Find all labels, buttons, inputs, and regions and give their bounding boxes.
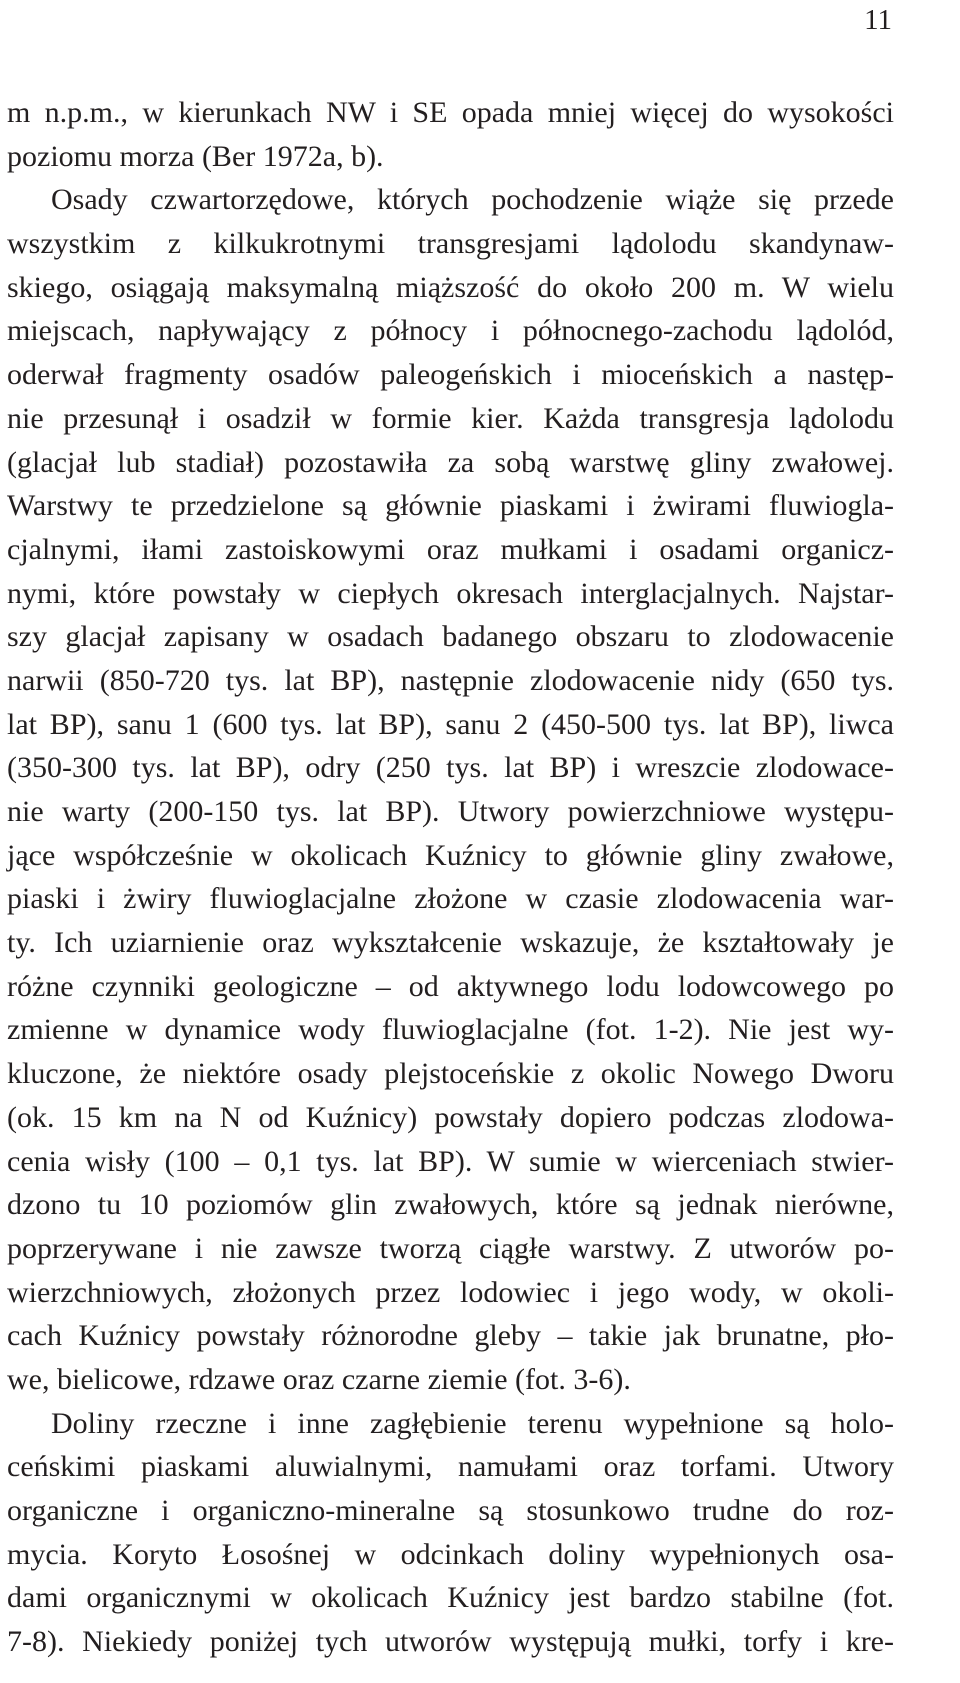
text-line: dami organicznymi w okolicach Kuźnicy jest bardzo stabilne (fot. [7,1581,894,1615]
text-line: miejscach, napływający z północy i północnego-zachodu lądolód, [7,314,894,348]
page-number: 11 [864,4,892,36]
text-line: nie warty (200-150 tys. lat BP). Utwory powierzchniowe występu- [7,795,894,828]
text-line: ty. Ich uziarnienie oraz wykształcenie wskazuje, że kształtowały je [7,926,894,960]
text-line: skiego, osiągają maksymalną miąższość do około 200 m. W wielu [7,270,894,304]
text-line: (350-300 tys. lat BP), odry (250 tys. lat BP) i wreszcie zlodowace- [7,751,894,785]
text-line: mycia. Koryto Łosośnej w odcinkach doliny wypełnionych osa- [7,1537,894,1571]
text-line: dzono tu 10 poziomów glin zwałowych, które są jednak nierówne, [7,1188,894,1222]
text-line: 7-8). Niekiedy poniżej tych utworów występują mułki, torfy i kre- [7,1625,894,1659]
text-line: Osady czwartorzędowe, których pochodzenie wiąże się przede [51,183,894,217]
text-line: kluczone, że niektóre osady plejstoceńskie z okolic Nowego Dworu [7,1057,894,1091]
text-line: poprzerywane i nie zawsze tworzą ciągłe warstwy. Z utworów po- [7,1231,894,1265]
text-line: poziomu morza (Ber 1972a, b). [7,139,384,173]
text-line: Doliny rzeczne i inne zagłębienie terenu wypełnione są holo- [51,1406,894,1440]
text-line: nie przesunął i osadził w formie kier. Każda transgresja lądolodu [7,401,894,435]
text-line: Warstwy te przedzielone są głównie piaskami i żwirami fluwiogla- [7,489,894,523]
text-line: narwii (850-720 tys. lat BP), następnie zlodowacenie nidy (650 tys. [7,663,894,697]
body-text [7,91,894,1664]
text-line: nymi, które powstały w ciepłych okresach interglacjalnych. Najstar- [7,576,894,610]
text-line: piaski i żwiry fluwioglacjalne złożone w czasie zlodowacenia war- [7,882,894,916]
text-line: szy glacjał zapisany w osadach badanego obszaru to zlodowacenie [7,620,894,654]
text-line: cjalnymi, iłami zastoiskowymi oraz mułkami i osadami organicz- [7,532,894,566]
text-line: ceńskimi piaskami aluwialnymi, namułami oraz torfami. Utwory [7,1450,894,1484]
text-line: zmienne w dynamice wody fluwioglacjalne (fot. 1-2). Nie jest wy- [7,1013,894,1047]
text-line: cenia wisły (100 – 0,1 tys. lat BP). W sumie w wierceniach stwier- [7,1144,894,1178]
text-line: (glacjał lub stadiał) pozostawiła za sobą warstwę gliny zwałowej. [7,445,894,479]
text-line: organiczne i organiczno-mineralne są stosunkowo trudne do roz- [7,1494,894,1527]
text-line: jące współcześnie w okolicach Kuźnicy to głównie gliny zwałowe, [7,838,894,872]
text-line: (ok. 15 km na N od Kuźnicy) powstały dopiero podczas zlodowa- [7,1100,894,1134]
text-line: oderwał fragmenty osadów paleogeńskich i mioceńskich a następ- [7,358,894,392]
text-line: m n.p.m., w kierunkach NW i SE opada mniej więcej do wysokości [7,96,894,129]
text-line: wierzchniowych, złożonych przez lodowiec i jego wody, w okoli- [7,1275,894,1309]
text-line: we, bielicowe, rdzawe oraz czarne ziemie (fot. 3-6). [7,1362,631,1396]
text-line: różne czynniki geologiczne – od aktywnego lodu lodowcowego po [7,969,894,1003]
text-line: wszystkim z kilkukrotnymi transgresjami lądolodu skandynaw- [7,227,894,261]
text-line: cach Kuźnicy powstały różnorodne gleby – takie jak brunatne, pło- [7,1319,894,1353]
text-line: lat BP), sanu 1 (600 tys. lat BP), sanu 2 (450-500 tys. lat BP), liwca [7,707,894,741]
